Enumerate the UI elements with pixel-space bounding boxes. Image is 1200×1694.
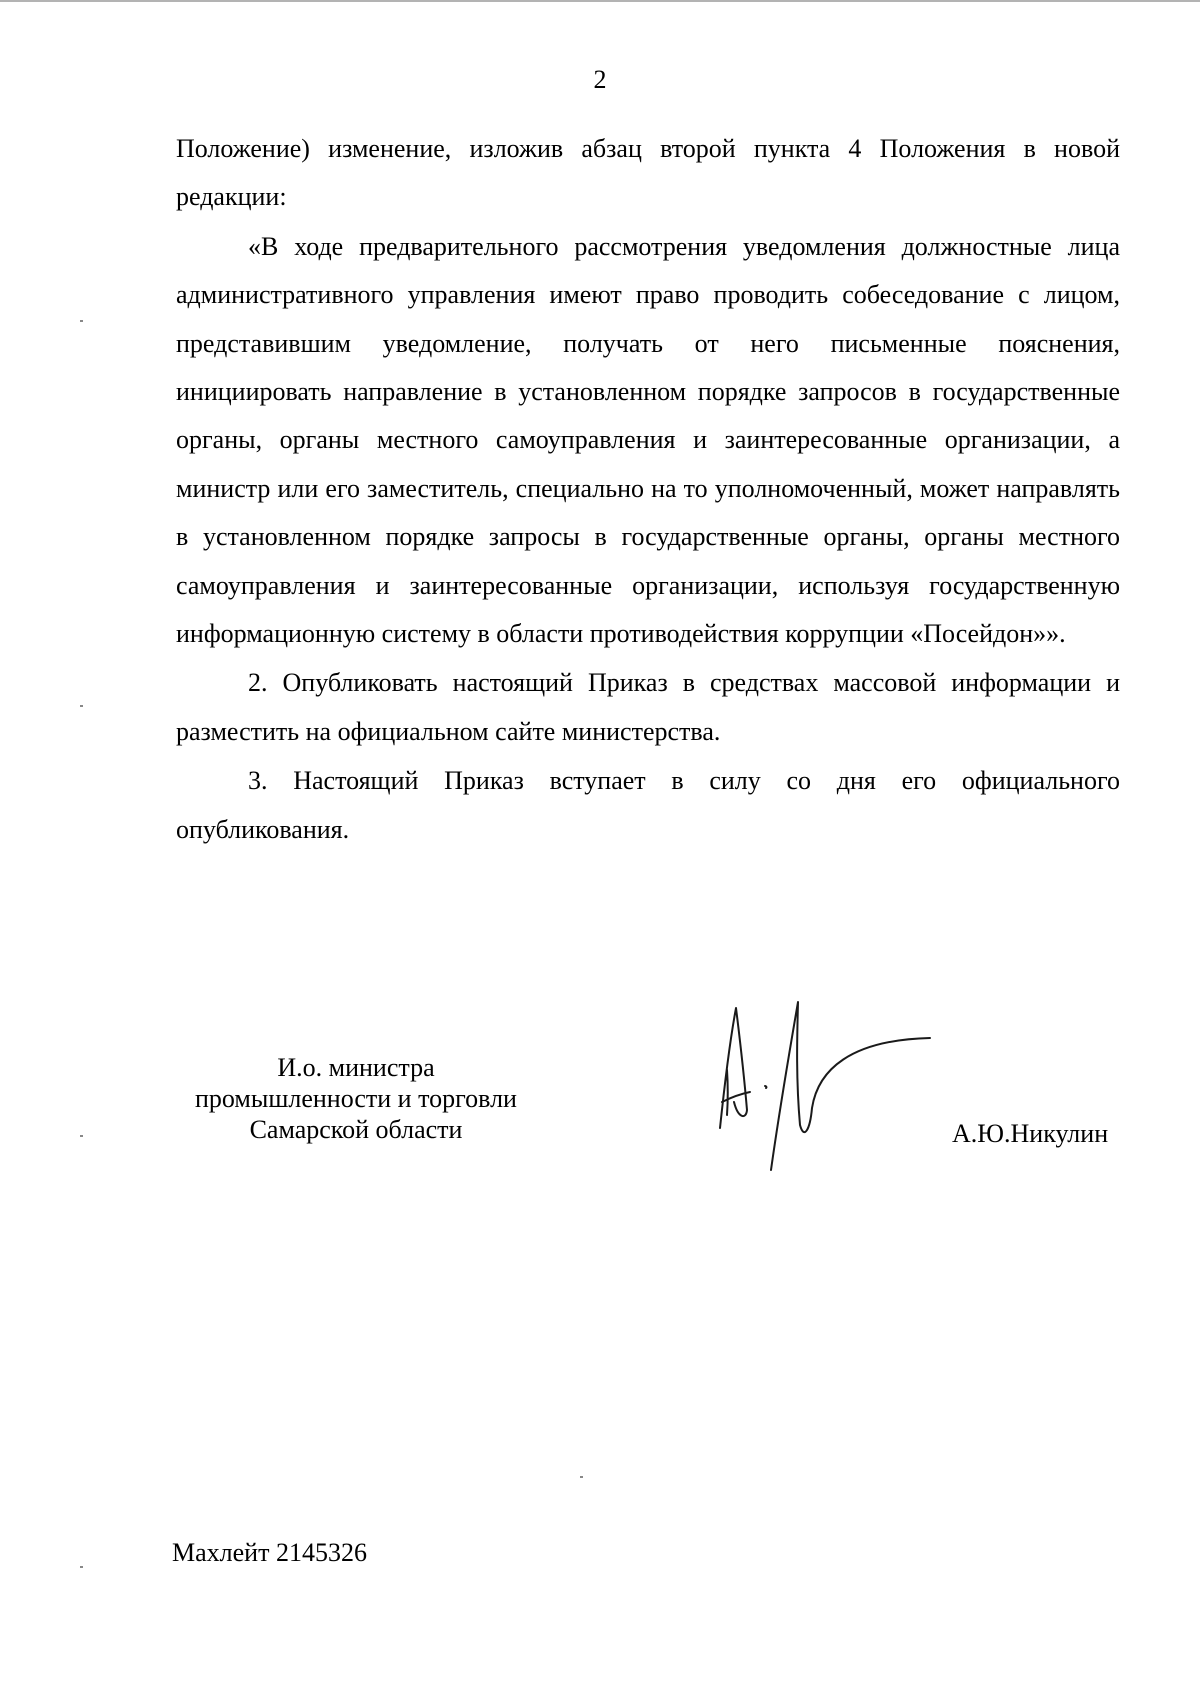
paragraph-quoted-amendment: «В ходе предварительного рассмотрения уведомления должностные лица административного управления имеют право проводить собеседование с лицом, представившим уведомление, получать от него письменные пояснения, инициировать направление в установленном порядке запросов в государственные органы, органы местного самоуправления и заинтересованные организации, а министр или его заместитель, специально на то уполномоченный, может направлять в установленном порядке запросы в государственные органы, органы местного самоуправления и заинтересованные организации, используя государственную информационную систему в области противодействия коррупции «Посейдон»». (176, 231, 1120, 649)
executor-note: Махлейт 2145326 (172, 1538, 367, 1567)
signatory-position (150, 1052, 562, 1145)
scan-mark (80, 1135, 83, 1137)
paragraph-item-3: 3. Настоящий Приказ вступает в силу со дня его официального опубликования. (176, 766, 1120, 844)
position-line-2: промышленности и торговли (195, 1084, 517, 1113)
paragraph-item-2: 2. Опубликовать настоящий Приказ в средствах массовой информации и разместить на официальном сайте министерства. (176, 668, 1120, 746)
paragraph-continuation: Положение) изменение, изложив абзац второй пункта 4 Положения в новой редакции: (176, 134, 1120, 212)
position-line-1: И.о. министра (277, 1053, 435, 1082)
document-body (176, 125, 1120, 854)
page-top-edge (0, 0, 1200, 2)
scan-mark (580, 1476, 583, 1478)
scan-mark (80, 1566, 83, 1568)
scan-mark (80, 320, 83, 322)
page-number: 2 (593, 65, 607, 94)
signer-name: А.Ю.Никулин (952, 1119, 1109, 1148)
scan-mark (80, 705, 83, 707)
handwritten-signature (700, 990, 950, 1190)
position-line-3: Самарской области (249, 1115, 463, 1144)
